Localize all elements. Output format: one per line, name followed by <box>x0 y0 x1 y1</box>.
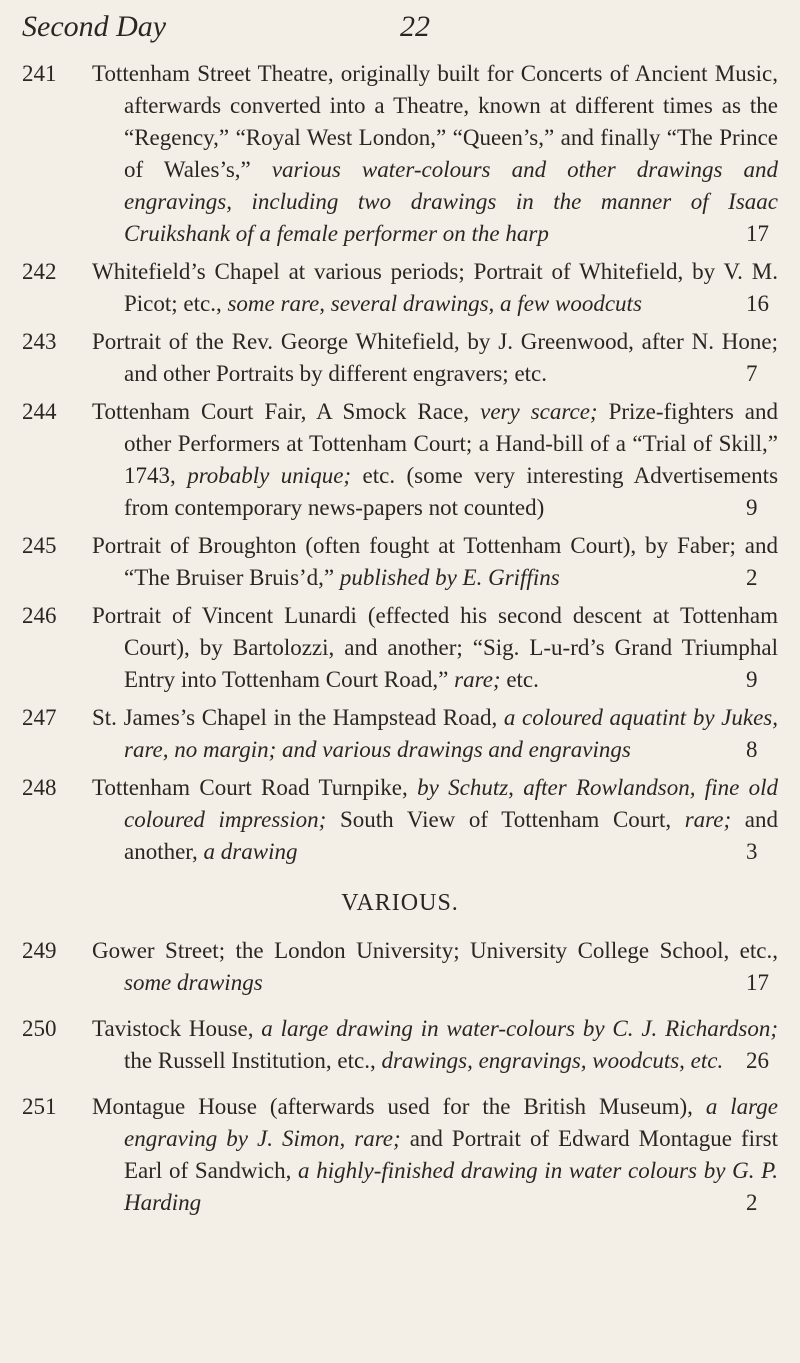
lot-title-cont: and another, <box>124 807 779 864</box>
lot-italic-note: various water-colours and other drawings and engravings, including two drawings in the manner of Isaac Cruikshank of a female performer on the harp <box>124 157 778 246</box>
lot-description: Montague House (afterwards used for the British Museum), a large engraving by J. Simon, rare; and Portrait of Edward Montague first Earl of Sandwich, a highly-finished drawing in water colours by G. P. Harding 2 <box>92 1094 779 1215</box>
lot-title-cont: etc. <box>506 667 539 692</box>
lot-italic-note: some rare, several drawings, a few woodcuts <box>227 291 642 316</box>
lot-entry <box>22 58 778 250</box>
lot-number: 245 <box>22 533 57 558</box>
page-header <box>22 10 778 50</box>
lot-italic-note: published by E. Griffins <box>339 565 560 590</box>
page-number: 22 <box>400 10 430 43</box>
lot-number: 247 <box>22 705 57 730</box>
lot-italic-note: a large drawing in water-colours by C. J. Richardson; <box>261 1016 778 1041</box>
lot-entry <box>22 396 778 524</box>
lot-entry <box>22 1013 778 1077</box>
lot-italic-note: some drawings <box>124 970 263 995</box>
lot-title-cont: and Portrait of Edward Montague first Earl of Sandwich, <box>124 1126 778 1183</box>
catalogue-content <box>22 58 778 1225</box>
lot-title: Gower Street; the London University; University College School, etc., <box>92 938 778 963</box>
lot-title-cont: South View of Tottenham Court, <box>339 807 672 832</box>
lot-description: Tottenham Court Road Turnpike, by Schutz, after Rowlandson, fine old coloured impression; South View of Tottenham Court, rare; and another, a drawing 3 <box>92 775 779 864</box>
lot-title: Tottenham Court Road Turnpike, <box>92 775 408 800</box>
lot-italic-note: a coloured aquatint by Jukes, rare, no margin; and various drawings and engravings <box>124 705 778 762</box>
lot-number: 241 <box>22 61 57 86</box>
lot-title: Tottenham Street Theatre, originally built for Concerts of Ancient Music, afterwards converted into a Theatre, known at different times as the “Regency,” “Royal West London,” “Queen’s,” and finally “The Prince of Wales’s,” <box>92 61 778 182</box>
lot-description: Portrait of Vincent Lunardi (effected his second descent at Tottenham Court), by Bartolozzi, and another; “Sig. L-u-rd’s Grand Triumphal Entry into Tottenham Court Road,” rare; etc. 9 <box>92 603 778 692</box>
lot-italic-note: a large engraving by J. Simon, rare; <box>124 1094 778 1151</box>
lot-entry <box>22 702 778 766</box>
lot-description: Tottenham Court Fair, A Smock Race, very scarce; Prize-fighters and other Performers at Tottenham Court; a Hand-bill of a “Trial of Skill,” 1743, probably unique; etc. (some very interesting Advertisements from contemporary news-papers not counted) 9 <box>92 399 779 520</box>
lot-title: Portrait of Vincent Lunardi (effected his second descent at Tottenham Court), by Bartolozzi, and another; “Sig. L-u-rd’s Grand Triumphal Entry into Tottenham Court Road,” <box>92 603 778 692</box>
lot-title: St. James’s Chapel in the Hampstead Road, <box>92 705 498 730</box>
lot-description: Portrait of the Rev. George Whitefield, by J. Greenwood, after N. Hone; and other Portraits by different engravers; etc. 7 <box>92 329 778 386</box>
lot-entry <box>22 600 778 696</box>
lot-title: Portrait of Broughton (often fought at Tottenham Court), by Faber; and “The Bruiser Bruis’d,” <box>92 533 778 590</box>
lot-italic-note: by Schutz, after Rowlandson, fine old coloured impression; <box>124 775 778 832</box>
lot-description: Portrait of Broughton (often fought at Tottenham Court), by Faber; and “The Bruiser Bruis’d,” published by E. Griffins 2 <box>92 533 778 590</box>
lot-description: Tavistock House, a large drawing in water-colours by C. J. Richardson; the Russell Institution, etc., drawings, engravings, woodcuts, etc. 26 <box>92 1016 778 1073</box>
lot-description: Gower Street; the London University; University College School, etc., some drawings 17 <box>92 938 778 995</box>
lot-entry <box>22 935 778 999</box>
lot-description: Tottenham Street Theatre, originally built for Concerts of Ancient Music, afterwards converted into a Theatre, known at different times as the “Regency,” “Royal West London,” “Queen’s,” and finally “The Prince of Wales’s,” various water-colours and other drawings and engravings, including two drawings in the manner of Isaac Cruikshank of a female performer on the harp 17 <box>92 61 778 246</box>
lot-number: 246 <box>22 603 57 628</box>
lot-title: Tavistock House, <box>92 1016 254 1041</box>
lot-title-cont: the Russell Institution, etc., <box>124 1048 376 1073</box>
lot-entry <box>22 256 778 320</box>
lot-title: Whitefield’s Chapel at various periods; Portrait of Whitefield, by V. M. Picot; etc., <box>92 259 778 316</box>
lot-italic-note: a drawing <box>203 839 298 864</box>
lot-title-cont: Prize-fighters and other Performers at Tottenham Court; a Hand-bill of a “Trial of Skill,” 1743, <box>124 399 778 488</box>
lot-description: Whitefield’s Chapel at various periods; Portrait of Whitefield, by V. M. Picot; etc., some rare, several drawings, a few woodcuts 16 <box>92 259 778 316</box>
lot-italic-note: very scarce; <box>480 399 598 424</box>
lot-italic-note: a highly-finished drawing in water colours by G. P. Harding <box>124 1158 779 1215</box>
lot-italic-note: probably unique; <box>187 463 352 488</box>
lot-number: 248 <box>22 775 57 800</box>
lot-italic-note: rare; <box>684 807 732 832</box>
lot-number: 249 <box>22 938 57 963</box>
lot-title: Montague House (afterwards used for the British Museum), <box>92 1094 693 1119</box>
lot-entry <box>22 1091 778 1219</box>
lot-description: St. James’s Chapel in the Hampstead Road, a coloured aquatint by Jukes, rare, no margin; and various drawings and engravings 8 <box>92 705 778 762</box>
lot-entry <box>22 326 778 390</box>
lot-number: 251 <box>22 1094 57 1119</box>
lot-number: 242 <box>22 259 57 284</box>
lot-italic-note: drawings, engravings, woodcuts, etc. <box>381 1048 724 1073</box>
lot-title-cont: etc. (some very interesting Advertisements from contemporary news-papers not counted) <box>124 463 779 520</box>
lot-number: 243 <box>22 329 57 354</box>
section-heading: VARIOUS. <box>341 890 459 916</box>
lot-entry <box>22 530 778 594</box>
lot-title: Tottenham Court Fair, A Smock Race, <box>92 399 470 424</box>
lot-italic-note: rare; <box>454 667 501 692</box>
lot-title: Portrait of the Rev. George Whitefield, by J. Greenwood, after N. Hone; and other Portraits by different engravers; etc. <box>92 329 778 386</box>
lot-number: 244 <box>22 399 57 424</box>
day-title: Second Day <box>22 10 167 43</box>
lot-entry <box>22 772 778 868</box>
lot-number: 250 <box>22 1016 57 1041</box>
